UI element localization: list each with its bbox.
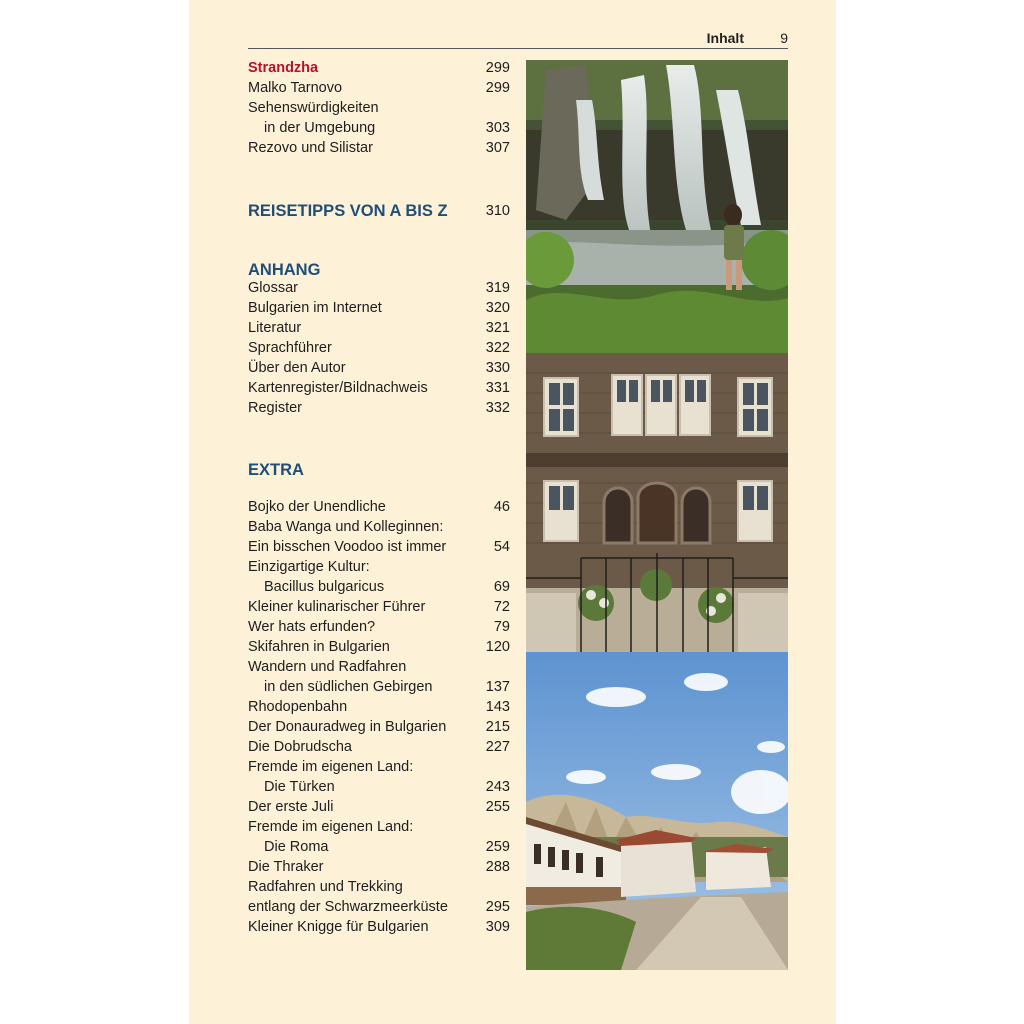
toc-entry[interactable]	[248, 697, 510, 717]
toc-entry-strandzha[interactable]	[248, 58, 510, 78]
toc-entry-title: Kleiner kulinarischer Führer	[248, 599, 426, 615]
toc-entry[interactable]	[248, 877, 510, 897]
toc-entry-page: 215	[485, 719, 510, 735]
toc-entry[interactable]	[248, 797, 510, 817]
toc-entry[interactable]	[248, 777, 510, 797]
toc-entry-title: in der Umgebung	[264, 120, 376, 136]
header-page-number: 9	[780, 30, 788, 46]
toc-entry[interactable]	[248, 318, 510, 338]
toc-entry-title: entlang der Schwarzmeerküste	[248, 899, 448, 915]
toc-entry-title: Die Roma	[264, 839, 329, 855]
toc-entry-title: Kleiner Knigge für Bulgarien	[248, 919, 429, 935]
toc-entry-page: 322	[485, 340, 510, 356]
toc-heading-title: ANHANG	[248, 261, 321, 279]
toc-heading-reisetipps[interactable]	[248, 200, 510, 222]
toc-entry[interactable]	[248, 837, 510, 857]
toc-entry-title: Über den Autor	[248, 360, 346, 376]
toc-entry-page: 309	[485, 919, 510, 935]
toc-entry-title: Baba Wanga und Kolleginnen:	[248, 519, 444, 535]
toc-entry-title: Radfahren und Trekking	[248, 879, 403, 895]
toc-entry[interactable]	[248, 338, 510, 358]
toc-entry[interactable]	[248, 517, 510, 537]
toc-entry-page: 137	[485, 679, 510, 695]
toc-entry[interactable]	[248, 557, 510, 577]
toc-entry-page: 331	[485, 380, 510, 396]
toc-entry-title: Sprachführer	[248, 340, 332, 356]
toc-entry[interactable]	[248, 537, 510, 557]
running-header	[248, 30, 788, 49]
toc-entry[interactable]	[248, 617, 510, 637]
toc-entry-page: 319	[485, 280, 510, 296]
toc-entry-page: 227	[485, 739, 510, 755]
toc-entry-page: 243	[485, 779, 510, 795]
toc-entry-page: 54	[493, 539, 510, 555]
toc-entry-title: Bulgarien im Internet	[248, 300, 382, 316]
toc-entry[interactable]	[248, 497, 510, 517]
toc-entry-title: Glossar	[248, 280, 298, 296]
header-section-title: Inhalt	[706, 30, 744, 46]
toc-entry-page: 143	[485, 699, 510, 715]
toc-entry[interactable]	[248, 737, 510, 757]
toc-entry-title: Der Donauradweg in Bulgarien	[248, 719, 447, 735]
toc-entry-page: 79	[493, 619, 510, 635]
toc-entry[interactable]	[248, 278, 510, 298]
toc-entry-page: 320	[485, 300, 510, 316]
toc-entry-title: Kartenregister/Bildnachweis	[248, 380, 428, 396]
toc-entry[interactable]	[248, 757, 510, 777]
waterfall-photo	[526, 60, 788, 353]
toc-entry[interactable]	[248, 118, 510, 138]
toc-entry-page: 69	[493, 579, 510, 595]
toc-entry-title: Fremde im eigenen Land:	[248, 819, 414, 835]
toc-entry-page: 46	[493, 499, 510, 515]
toc-entry[interactable]	[248, 98, 510, 118]
toc-entry-page: 120	[485, 639, 510, 655]
toc-entry-page: 330	[485, 360, 510, 376]
toc-entry-title: Der erste Juli	[248, 799, 334, 815]
toc-entry-page: 307	[485, 140, 510, 156]
toc-entry-page: 72	[493, 599, 510, 615]
toc-entry[interactable]	[248, 817, 510, 837]
toc-entry[interactable]	[248, 138, 510, 158]
toc-heading-title: EXTRA	[248, 461, 304, 479]
toc-entry-page: 295	[485, 899, 510, 915]
toc-entry[interactable]	[248, 657, 510, 677]
toc-entry-title: Register	[248, 400, 302, 416]
toc-entry[interactable]	[248, 378, 510, 398]
toc-entry-title: Rhodopenbahn	[248, 699, 348, 715]
toc-entry-title: Malko Tarnovo	[248, 80, 343, 96]
melnik-village-photo	[526, 652, 788, 970]
toc-entry[interactable]	[248, 398, 510, 418]
toc-entry-title: Bacillus bulgaricus	[264, 579, 385, 595]
toc-entry-title: Ein bisschen Voodoo ist immer	[248, 539, 447, 555]
toc-entry-title: Skifahren in Bulgarien	[248, 639, 390, 655]
toc-entry-title: Die Dobrudscha	[248, 739, 352, 755]
toc-entry[interactable]	[248, 577, 510, 597]
toc-entry[interactable]	[248, 597, 510, 617]
toc-entry-title: Fremde im eigenen Land:	[248, 759, 414, 775]
toc-entry-title: Literatur	[248, 320, 302, 336]
toc-entry[interactable]	[248, 298, 510, 318]
toc-entry-title: Einzigartige Kultur:	[248, 559, 370, 575]
wooden-house-photo	[526, 353, 788, 652]
toc-entry-page: 303	[485, 120, 510, 136]
toc-entry-title: Rezovo und Silistar	[248, 140, 373, 156]
toc-entry-page: 299	[485, 80, 510, 96]
toc-entry-title: Wandern und Radfahren	[248, 659, 407, 675]
toc-entry[interactable]	[248, 637, 510, 657]
toc-entry[interactable]	[248, 78, 510, 98]
toc-heading-extra	[248, 459, 510, 481]
toc-entry-title: Bojko der Unendliche	[248, 499, 386, 515]
toc-entry-title: Wer hats erfunden?	[248, 619, 376, 635]
toc-entry[interactable]	[248, 677, 510, 697]
toc-entry-page: 332	[485, 400, 510, 416]
toc-entry-title: Die Türken	[264, 779, 335, 795]
toc-entry[interactable]	[248, 857, 510, 877]
toc-entry-title: Strandzha	[248, 60, 319, 76]
toc-heading-title: REISETIPPS VON A BIS Z	[248, 202, 448, 220]
toc-entry-page: 321	[485, 320, 510, 336]
toc-entry-page: 255	[485, 799, 510, 815]
toc-entry-page: 259	[485, 839, 510, 855]
toc-entry-title: Sehenswürdigkeiten	[248, 100, 379, 116]
toc-entry[interactable]	[248, 917, 510, 937]
toc-heading-page: 310	[485, 203, 510, 219]
toc-entry[interactable]	[248, 717, 510, 737]
toc-entry-title: in den südlichen Gebirgen	[264, 679, 433, 695]
toc-entry-page: 288	[485, 859, 510, 875]
toc-entry[interactable]	[248, 358, 510, 378]
toc-entry[interactable]	[248, 897, 510, 917]
toc-entry-page: 299	[485, 60, 510, 76]
toc-entry-title: Die Thraker	[248, 859, 324, 875]
